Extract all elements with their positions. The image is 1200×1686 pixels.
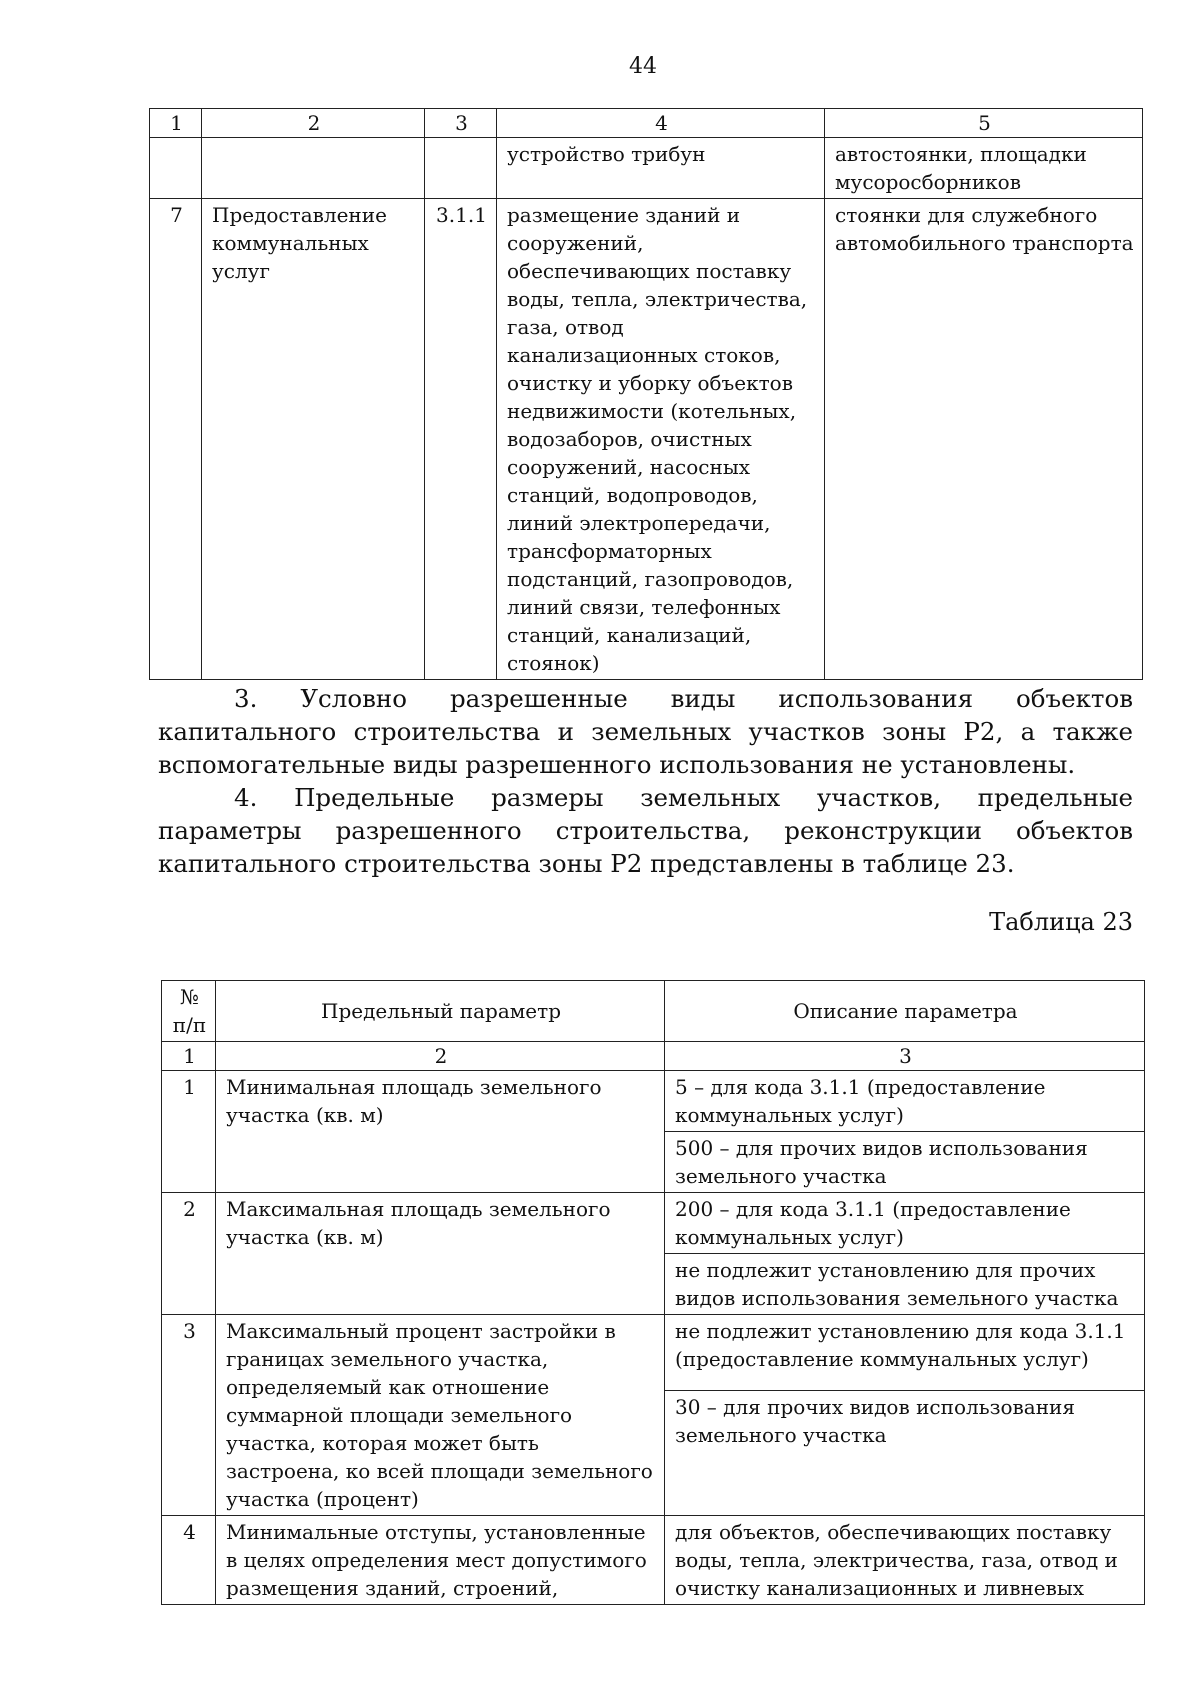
table-row — [150, 138, 1143, 199]
use-type-description: устройство трибун — [497, 138, 825, 199]
page-number: 44 — [629, 54, 657, 79]
header-cell: 5 — [825, 109, 1143, 138]
limit-parameters-table — [161, 980, 1145, 1605]
use-type-description: размещение зданий и сооружений, обеспечивающих поставку воды, тепла, электричества, газа, отвод канализационных стоков, очистку и уборку объектов недвижимости (котельных, водозаборов, очистных сооружений, насосных станций, водопроводов, линий электропередачи, трансформаторных подстанций, газопроводов, линий связи, телефонных станций, канализаций, стоянок) — [497, 199, 825, 680]
parameter-description: 5 – для кода 3.1.1 (предоставление коммунальных услуг) — [665, 1071, 1145, 1132]
row-number — [150, 138, 202, 199]
parameter-name: Минимальные отступы, установленные в целях определения мест допустимого размещения зданий, строений, — [216, 1516, 665, 1605]
use-type-name: Предоставление коммунальных услуг — [202, 199, 425, 680]
land-use-table-continuation — [149, 108, 1143, 680]
row-number: 2 — [162, 1193, 216, 1315]
paragraph-3: 3. Условно разрешенные виды использования объектов капитального строительства и земельных участков зоны Р2, а также вспомогательные виды разрешенного использования не установлены. — [158, 684, 1133, 779]
row-number: 4 — [162, 1516, 216, 1605]
paragraph-4: 4. Предельные размеры земельных участков, предельные параметры разрешенного строительства, реконструкции объектов капитального строительства зоны Р2 представлены в таблице 23. — [158, 783, 1133, 878]
column-number: 1 — [162, 1042, 216, 1071]
column-number-row — [162, 1042, 1145, 1071]
parameter-description: для объектов, обеспечивающих поставку воды, тепла, электричества, газа, отвод и очистку канализационных и ливневых — [665, 1516, 1145, 1605]
table-row — [162, 1516, 1145, 1605]
parameter-description: не подлежит установлению для прочих видов использования земельного участка — [665, 1254, 1145, 1315]
column-number: 3 — [665, 1042, 1145, 1071]
header-cell: 2 — [202, 109, 425, 138]
header-param: Предельный параметр — [216, 981, 665, 1042]
row-number: 7 — [150, 199, 202, 680]
table-row — [150, 199, 1143, 680]
table-header-row — [162, 981, 1145, 1042]
parameter-description: 500 – для прочих видов использования земельного участка — [665, 1132, 1145, 1193]
column-number: 2 — [216, 1042, 665, 1071]
parameter-description: 200 – для кода 3.1.1 (предоставление коммунальных услуг) — [665, 1193, 1145, 1254]
parameter-description: не подлежит установлению для кода 3.1.1 (предоставление коммунальных услуг) — [665, 1315, 1145, 1391]
table-header-row — [150, 109, 1143, 138]
parameter-name: Максимальная площадь земельного участка (кв. м) — [216, 1193, 665, 1315]
auxiliary-use: автостоянки, площадки мусоросборников — [825, 138, 1143, 199]
header-cell: 3 — [425, 109, 497, 138]
use-type-code: 3.1.1 — [425, 199, 497, 680]
use-type-name — [202, 138, 425, 199]
parameter-name: Максимальный процент застройки в границах земельного участка, определяемый как отношение суммарной площади земельного участка, которая может быть застроена, ко всей площади земельного участка (процент) — [216, 1315, 665, 1516]
table-caption: Таблица 23 — [989, 908, 1133, 936]
header-cell: 4 — [497, 109, 825, 138]
table-row — [162, 1071, 1145, 1132]
row-number: 3 — [162, 1315, 216, 1516]
header-num: № п/п — [162, 981, 216, 1042]
parameter-name: Минимальная площадь земельного участка (кв. м) — [216, 1071, 665, 1193]
header-cell: 1 — [150, 109, 202, 138]
use-type-code — [425, 138, 497, 199]
auxiliary-use: стоянки для служебного автомобильного транспорта — [825, 199, 1143, 680]
header-desc: Описание параметра — [665, 981, 1145, 1042]
row-number: 1 — [162, 1071, 216, 1193]
parameter-description: 30 – для прочих видов использования земельного участка — [665, 1391, 1145, 1516]
table-row — [162, 1315, 1145, 1391]
table-row — [162, 1193, 1145, 1254]
